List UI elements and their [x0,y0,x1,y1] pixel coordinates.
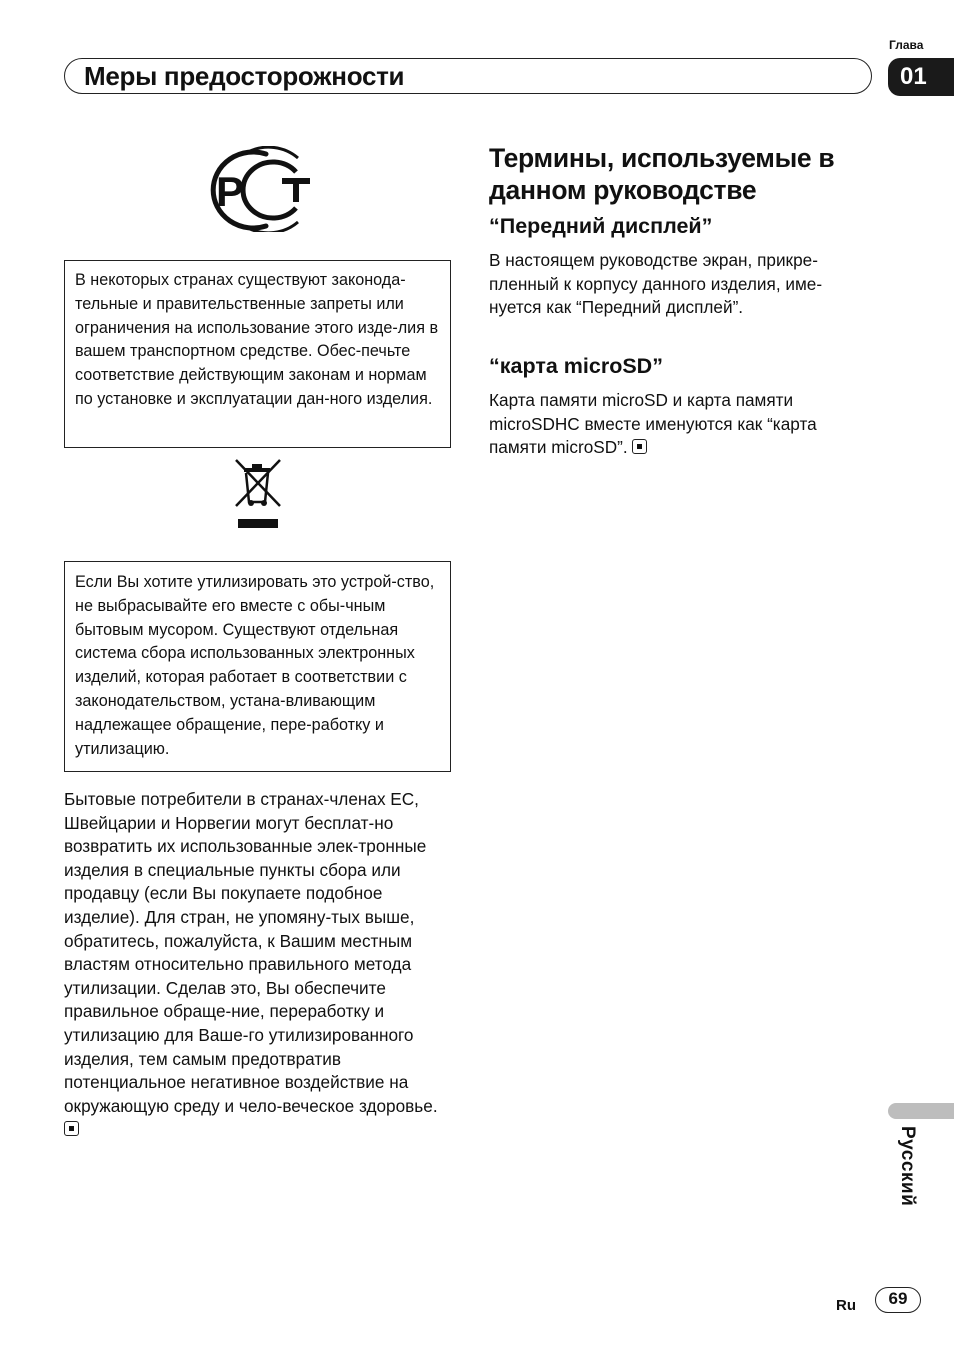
language-label: Русский [897,1126,918,1207]
subsection-title-microsd: “карта microSD” [489,354,663,378]
page-number: 69 [875,1287,921,1313]
section-title: Термины, используемые в данном руководстве [489,143,835,205]
chapter-tab: 01 [888,58,954,96]
front-display-paragraph: В настоящем руководстве экран, прикре-пленный к корпусу данного изделия, име-нуется как “Передний дисплей”. [489,250,823,318]
disposal-paragraph [64,788,456,1142]
microsd-paragraph [489,389,874,460]
chapter-label: Глава [889,38,924,52]
microsd-paragraph-text: Карта памяти microSD и карта памяти microSDHC вместе именуются как “карта памяти microSD”. [489,390,817,458]
language-tab [888,1103,954,1119]
weee-crossed-bin-icon [230,456,284,530]
end-mark-icon [64,1121,79,1136]
disposal-paragraph-text: Бытовые потребители в странах-членах ЕС, Швейцарии и Норвегии могут бесплат-но возвратить их использованные элек-тронные изделия в специальные пункты сбора или продавцу (если Вы покупаете подобное изделие). Для стран, не упомяну-тых выше, обратитесь, пожалуйста, к Вашим местным властям относительно правильного метода утилизации. Сделав это, Вы обеспечите правильное обраще-ние, переработку и утилизацию для Ваше-го утилизированного изделия, тем самым предотвратив потенциальное негативное воздействие на окружающую среду и чело-веческое здоровье. [64,789,438,1116]
language-code: Ru [836,1297,856,1314]
legal-notice-box: В некоторых странах существуют законода-тельные и правительственные запреты или ограничения на использование этого изде-лия в вашем транспортном средстве. Обес-печьте соответствие действующим законам и нормам по установке и эксплуатации дан-ного изделия. [64,260,451,448]
subsection-title-front-display: “Передний дисплей” [489,214,713,238]
gost-certification-logo [204,146,314,232]
end-mark-icon [632,439,647,454]
disposal-notice-box: Если Вы хотите утилизировать это устрой-ство, не выбрасывайте его вместе с обы-чным бытовым мусором. Существуют отдельная система сбора использованных электронных изделий, которая работает в соответствии с законодательством, устана-вливающим надлежащее обращение, пере-работку и утилизацию. [64,561,451,772]
page-title: Меры предосторожности [84,61,405,91]
svg-text:P: P [216,168,245,215]
